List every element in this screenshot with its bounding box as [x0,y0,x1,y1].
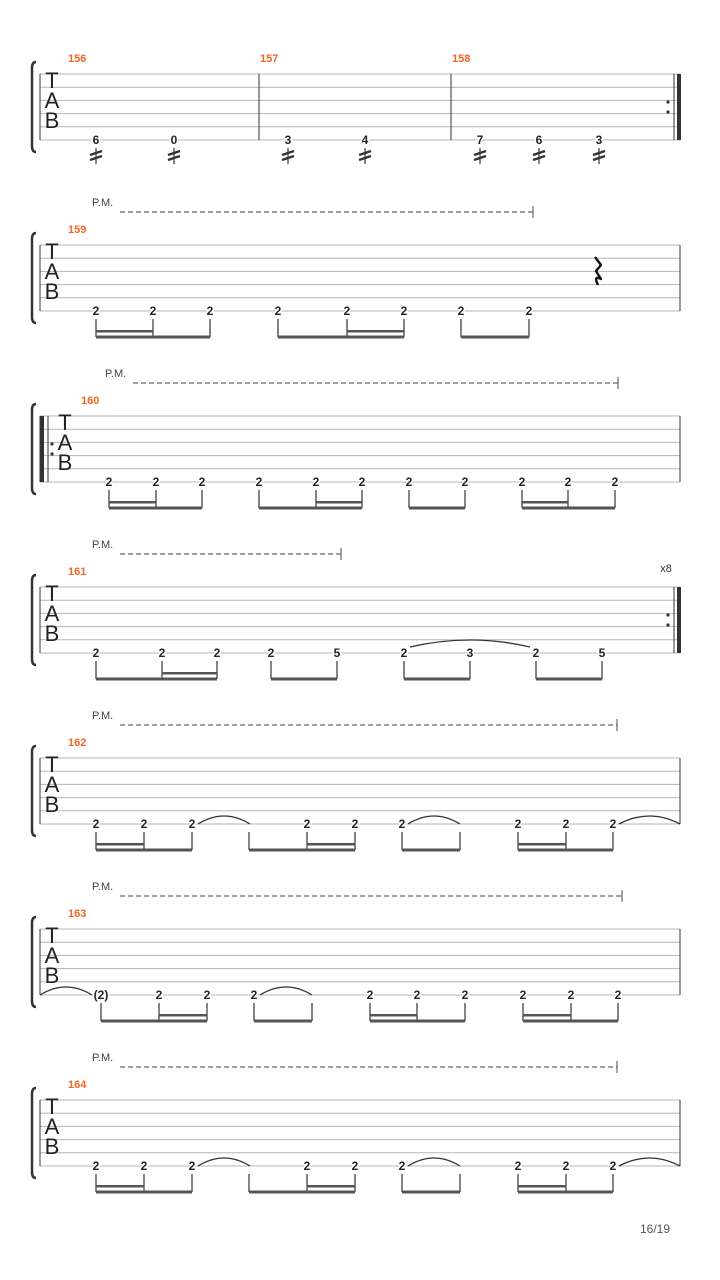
fret-number: 2 [92,817,100,831]
fret-number: 2 [255,475,263,489]
fret-number: 2 [358,475,366,489]
fret-number: 2 [518,475,526,489]
fret-number: 2 [461,988,469,1002]
fret-number: 2 [514,817,522,831]
tie-arc [198,1158,250,1166]
beam-secondary [162,672,217,675]
fret-number: 2 [213,646,221,660]
beam [96,1191,192,1194]
tab-clef-letter: B [44,963,60,988]
fret-number: 2 [312,475,320,489]
fret-number: 2 [562,817,570,831]
beam-secondary [347,330,404,333]
beam [402,1191,460,1194]
tab-system-6 [32,881,680,1023]
repeat-dot [666,613,669,616]
system-bracket [32,404,36,494]
repeat-dot [666,100,669,103]
tab-clef-letter: T [45,68,59,93]
measure-number: 162 [68,737,87,749]
fret-number: 2 [519,988,527,1002]
beam [461,336,529,339]
tab-clef-letter: T [45,239,59,264]
beam [109,507,202,510]
beam-secondary [370,1014,417,1017]
tab-clef-letter: A [44,88,60,113]
fret-number: 2 [609,1159,617,1173]
tab-clef-letter: B [57,450,73,475]
beam [278,336,404,339]
fret-number: 2 [400,646,408,660]
beam [409,507,465,510]
beam [536,678,602,681]
fret-number: 2 [92,646,100,660]
tab-clef-letter: A [44,1114,60,1139]
repeat-dot [50,452,53,455]
beam [249,1191,355,1194]
fret-number: 2 [405,475,413,489]
measure-number: 161 [68,566,87,578]
fret-number: 2 [149,304,157,318]
tab-clef-letter: A [44,943,60,968]
fret-number: 2 [398,817,406,831]
fret-number: 2 [206,304,214,318]
fret-number: 2 [413,988,421,1002]
fret-number: 4 [361,133,369,147]
fret-number: 2 [614,988,622,1002]
repeat-dot [666,623,669,626]
fret-number: 2 [303,1159,311,1173]
tie-arc [198,816,250,824]
tab-system-1 [32,53,681,164]
fret-number: 2 [140,817,148,831]
beam [402,849,460,852]
tie-arc [408,816,460,824]
fret-number: 5 [333,646,341,660]
beam-secondary [96,1185,144,1188]
repeat-dot [666,110,669,113]
fret-number: 2 [250,988,258,1002]
tie-arc [408,1158,460,1166]
beam-secondary [307,1185,355,1188]
fret-number: 2 [140,1159,148,1173]
fret-number: 2 [155,988,163,1002]
tab-clef-letter: B [44,279,60,304]
tab-clef-letter: A [44,601,60,626]
beam-secondary [518,843,566,846]
palm-mute-label: P.M. [92,881,114,893]
beam [522,507,615,510]
measure-number: 164 [68,1079,87,1091]
fret-number: 3 [595,133,603,147]
beam-secondary [307,843,355,846]
fret-number: 2 [398,1159,406,1173]
palm-mute-label: P.M. [92,197,114,209]
beam-secondary [109,501,156,504]
measure-number: 156 [68,53,87,65]
tab-clef-letter: B [44,1134,60,1159]
repeat-end-thick [677,587,681,653]
tab-system-7 [32,1052,680,1194]
beam [96,336,210,339]
tab-system-5 [32,710,680,852]
fret-number: 2 [564,475,572,489]
tie-arc [619,816,680,824]
tab-clef-letter: T [58,410,72,435]
fret-number: 2 [525,304,533,318]
fret-number: 2 [532,646,540,660]
page-number: 16/19 [640,1222,671,1236]
tab-clef-letter: A [44,259,60,284]
fret-number: 2 [198,475,206,489]
fret-number: 2 [343,304,351,318]
tab-system-3 [32,368,680,510]
beam-secondary [96,330,153,333]
fret-number: 3 [466,646,474,660]
fret-number: 2 [567,988,575,1002]
fret-number: 5 [598,646,606,660]
tie-arc [260,987,312,995]
beam [101,1020,207,1023]
fret-number: 2 [92,304,100,318]
measure-number: 159 [68,224,87,236]
tab-system-2 [32,197,680,339]
tab-clef-letter: A [57,430,73,455]
tab-clef-letter: A [44,772,60,797]
beam-secondary [159,1014,207,1017]
fret-number: 3 [284,133,292,147]
fret-number: 2 [366,988,374,1002]
tab-system-4 [32,539,681,681]
fret-number: 2 [105,475,113,489]
palm-mute-label: P.M. [92,1052,114,1064]
beam [370,1020,465,1023]
fret-number: 2 [152,475,160,489]
fret-number: 2 [514,1159,522,1173]
measure-number: 158 [452,53,471,65]
fret-number: 2 [457,304,465,318]
system-bracket [32,746,36,836]
fret-number: 7 [476,133,484,147]
fret-number: 2 [158,646,166,660]
tie-arc [619,1158,680,1166]
beam [249,849,355,852]
system-bracket [32,1088,36,1178]
beam [518,1191,613,1194]
beam-secondary [96,843,144,846]
beam [96,849,192,852]
tab-clef-letter: B [44,108,60,133]
beam [518,849,613,852]
beam [523,1020,618,1023]
beam [271,678,337,681]
fret-number: 2 [274,304,282,318]
fret-number: 2 [267,646,275,660]
tab-clef-letter: T [45,923,59,948]
measure-number: 160 [81,395,100,407]
measure-number: 163 [68,908,87,920]
repeat-count: x8 [660,563,672,575]
fret-number: 2 [351,817,359,831]
fret-number: 2 [92,1159,100,1173]
beam-secondary [523,1014,571,1017]
fret-number: 2 [188,1159,196,1173]
beam [254,1020,312,1023]
fret-number: 6 [92,133,100,147]
system-bracket [32,233,36,323]
fret-number: 6 [535,133,543,147]
fret-number: 2 [351,1159,359,1173]
palm-mute-label: P.M. [105,368,127,380]
tab-clef-letter: B [44,621,60,646]
beam-secondary [522,501,568,504]
fret-number: (2) [93,988,109,1002]
fret-number: 2 [562,1159,570,1173]
fret-number: 2 [609,817,617,831]
fret-number: 2 [303,817,311,831]
fret-number: 2 [611,475,619,489]
fret-number: 2 [188,817,196,831]
beam-secondary [518,1185,566,1188]
fret-number: 2 [461,475,469,489]
fret-number: 0 [170,133,178,147]
palm-mute-label: P.M. [92,539,114,551]
repeat-end-thick [677,74,681,140]
repeat-dot [50,442,53,445]
system-bracket [32,575,36,665]
beam-secondary [316,501,362,504]
system-bracket [32,917,36,1007]
beam [259,507,362,510]
fret-number: 2 [400,304,408,318]
measure-number: 157 [260,53,279,65]
tab-clef-letter: T [45,1094,59,1119]
tie-arc [40,987,92,995]
palm-mute-label: P.M. [92,710,114,722]
beam [404,678,470,681]
repeat-start-thick [40,416,44,482]
tab-clef-letter: B [44,792,60,817]
tab-clef-letter: T [45,581,59,606]
fret-number: 2 [203,988,211,1002]
beam [96,678,217,681]
system-bracket [32,62,36,152]
tab-clef-letter: T [45,752,59,777]
